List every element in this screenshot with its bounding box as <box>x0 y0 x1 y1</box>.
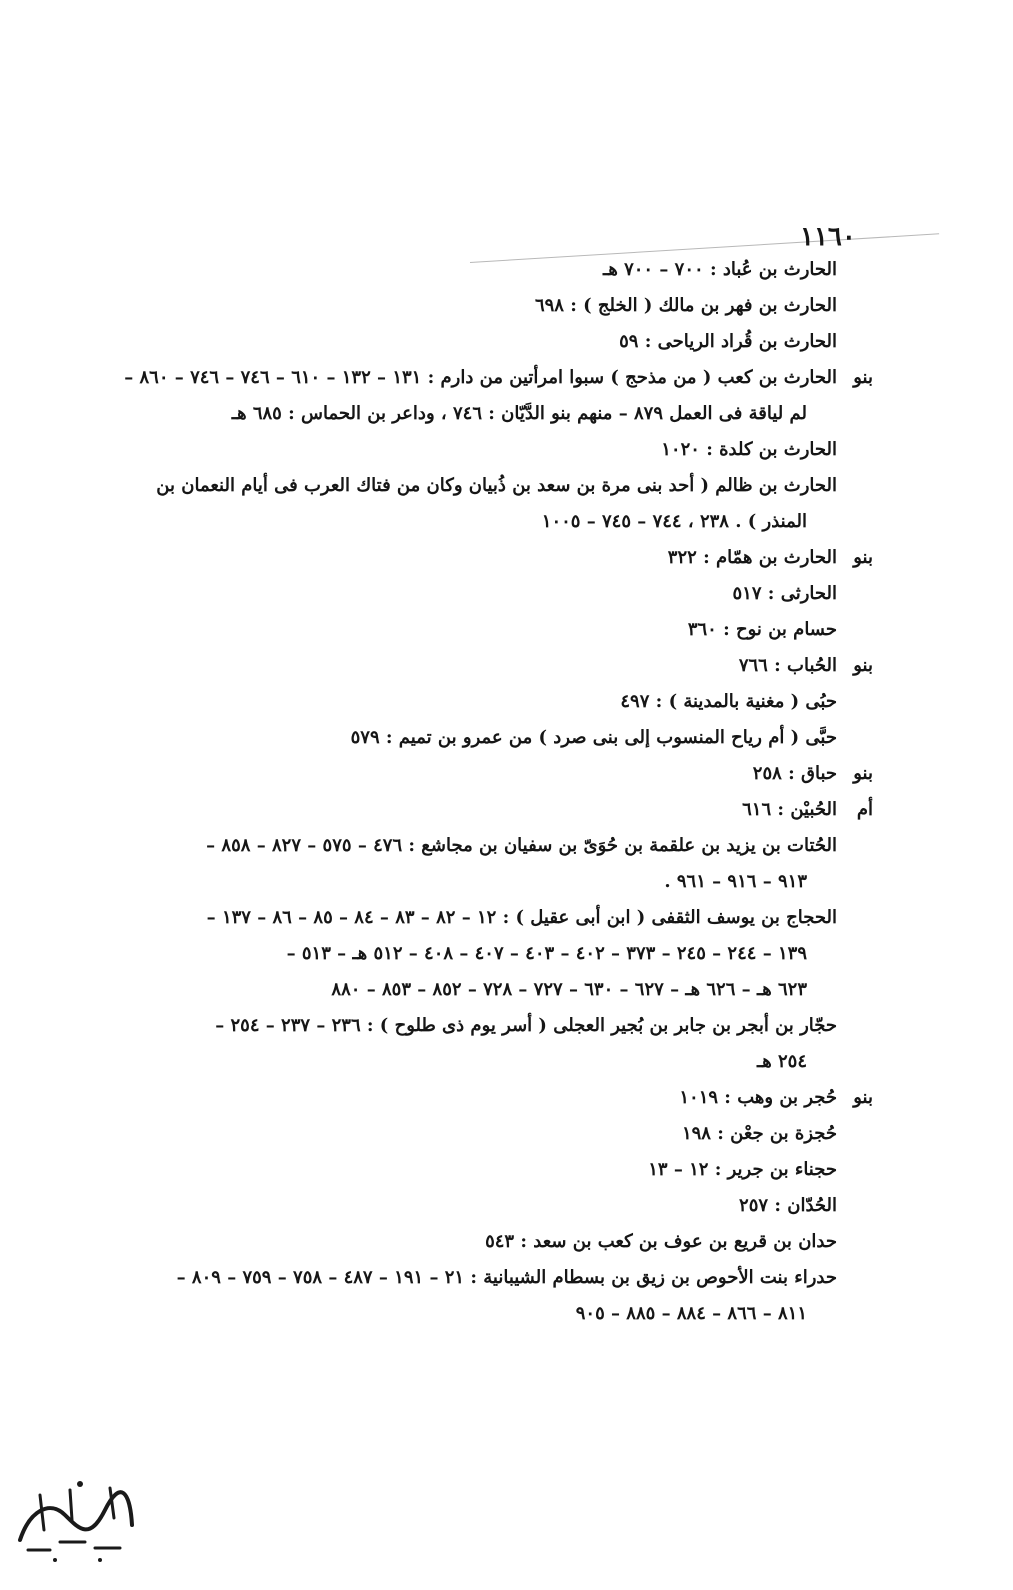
entry-text: الحارث بن كعب ( من مذحج ) سبوا امرأتين من دارم : ١٣١ – ١٣٢ – ٦١٠ – ٧٤٦ – ٧٤٦ – ٨٦٠ – <box>124 367 837 388</box>
index-entry <box>143 720 873 756</box>
index-entry <box>143 1152 873 1188</box>
index-entry <box>143 432 873 468</box>
entry-text: حجّار بن أبجر بن جابر بن بُجير العجلى ( أسر يوم ذى طلوح ) : ٢٣٦ – ٢٣٧ – ٢٥٤ – <box>215 1015 837 1036</box>
index-entry <box>143 828 873 900</box>
index-entry <box>143 684 873 720</box>
index-entry <box>143 252 873 288</box>
entry-text: الحارث بن فهر بن مالك ( الخلج ) : ٦٩٨ <box>534 295 837 316</box>
index-entry <box>143 1188 873 1224</box>
entry-continuation: ٨١١ – ٨٦٦ – ٨٨٤ – ٨٨٥ – ٩٠٥ <box>575 1303 807 1324</box>
entry-text: حبَّى ( أم رياح المنسوب إلى بنى صرد ) من عمرو بن تميم : ٥٧٩ <box>350 727 837 748</box>
entry-continuation: ٦٢٣ هـ – ٦٢٦ هـ – ٦٢٧ – ٦٣٠ – ٧٢٧ – ٧٢٨ – ٨٥٢ – ٨٥٣ – ٨٨٠ <box>331 979 807 1000</box>
index-entry <box>143 1080 873 1116</box>
index-entry <box>143 612 873 648</box>
entry-text: حبُى ( مغنية بالمدينة ) : ٤٩٧ <box>620 691 837 712</box>
entry-text: حسام بن نوح : ٣٦٠ <box>687 619 837 640</box>
entry-text: الحارثى : ٥١٧ <box>732 583 837 604</box>
entry-text: حجناء بن جرير : ١٢ – ١٣ <box>648 1159 837 1180</box>
index-entry <box>143 324 873 360</box>
entry-text: الحارث بن كلدة : ١٠٢٠ <box>661 439 837 460</box>
entry-text: الحارث بن ظالم ( أحد بنى مرة بن سعد بن ذُبيان وكان من فتاك العرب فى أيام النعمان بن <box>156 475 837 496</box>
entry-prefix: بنو <box>853 547 873 568</box>
entry-text: حُجر بن وهب : ١٠١٩ <box>679 1087 837 1108</box>
entry-continuation: لم لياقة فى العمل ٨٧٩ – منهم بنو الدَّيّان : ٧٤٦ ، وداعر بن الحماس : ٦٨٥ هـ <box>231 403 807 424</box>
entry-text: حُجزة بن جعْن : ١٩٨ <box>681 1123 837 1144</box>
entry-prefix: بنو <box>853 655 873 676</box>
publisher-watermark-logo <box>10 1470 140 1570</box>
index-entry <box>143 1260 873 1332</box>
entry-text: الحارث بن همّام : ٣٢٢ <box>667 547 837 568</box>
entry-prefix: بنو <box>853 367 873 388</box>
index-entry <box>143 648 873 684</box>
index-entry <box>143 1008 873 1080</box>
entry-continuation: ٩١٣ – ٩١٦ – ٩٦١ . <box>664 871 807 892</box>
entry-text: الحُباب : ٧٦٦ <box>738 655 837 676</box>
index-entry <box>143 468 873 540</box>
index-entry <box>143 756 873 792</box>
entry-text: الحُدّان : ٢٥٧ <box>739 1195 837 1216</box>
entry-text: حباق : ٢٥٨ <box>752 763 837 784</box>
index-entry <box>143 1224 873 1260</box>
index-entry <box>124 360 873 432</box>
index-entry <box>143 792 873 828</box>
entry-prefix: بنو <box>853 1087 873 1108</box>
index-entry <box>143 288 873 324</box>
entry-text: الحُبيْن : ٦١٦ <box>742 799 837 820</box>
entry-text: الحارث بن عُباد : ٧٠٠ – ٧٠٠ هـ <box>603 259 837 280</box>
entry-text: الحجاج بن يوسف الثقفى ( ابن أبى عقيل ) : ١٢ – ٨٢ – ٨٣ – ٨٤ – ٨٥ – ٨٦ – ١٣٧ – <box>206 907 837 928</box>
entry-continuation: المنذر ) . ٢٣٨ ، ٧٤٤ – ٧٤٥ – ١٠٠٥ <box>541 511 807 532</box>
entry-prefix: أم <box>856 799 873 820</box>
page-number: ١١٦٠ <box>800 222 856 252</box>
entry-prefix: بنو <box>853 763 873 784</box>
index-entries <box>124 252 873 1332</box>
index-entry <box>143 900 873 1008</box>
entry-continuation: ١٣٩ – ٢٤٤ – ٢٤٥ – ٣٧٣ – ٤٠٢ – ٤٠٣ – ٤٠٧ – ٤٠٨ – ٥١٢ هـ – ٥١٣ – <box>286 943 807 964</box>
index-entry <box>143 540 873 576</box>
entry-continuation: ٢٥٤ هـ <box>756 1051 807 1072</box>
entry-text: الحُتات بن يزيد بن علقمة بن حُوَىّ بن سفيان بن مجاشع : ٤٧٦ – ٥٧٥ – ٨٢٧ – ٨٥٨ – <box>206 835 837 856</box>
entry-text: الحارث بن قُراد الرياحى : ٥٩ <box>619 331 837 352</box>
index-entry <box>143 576 873 612</box>
index-entry <box>143 1116 873 1152</box>
entry-text: حدان بن قريع بن عوف بن كعب بن سعد : ٥٤٣ <box>485 1231 837 1252</box>
entry-text: حدراء بنت الأحوص بن زيق بن بسطام الشيبانية : ٢١ – ١٩١ – ٤٨٧ – ٧٥٨ – ٧٥٩ – ٨٠٩ – <box>176 1267 837 1288</box>
